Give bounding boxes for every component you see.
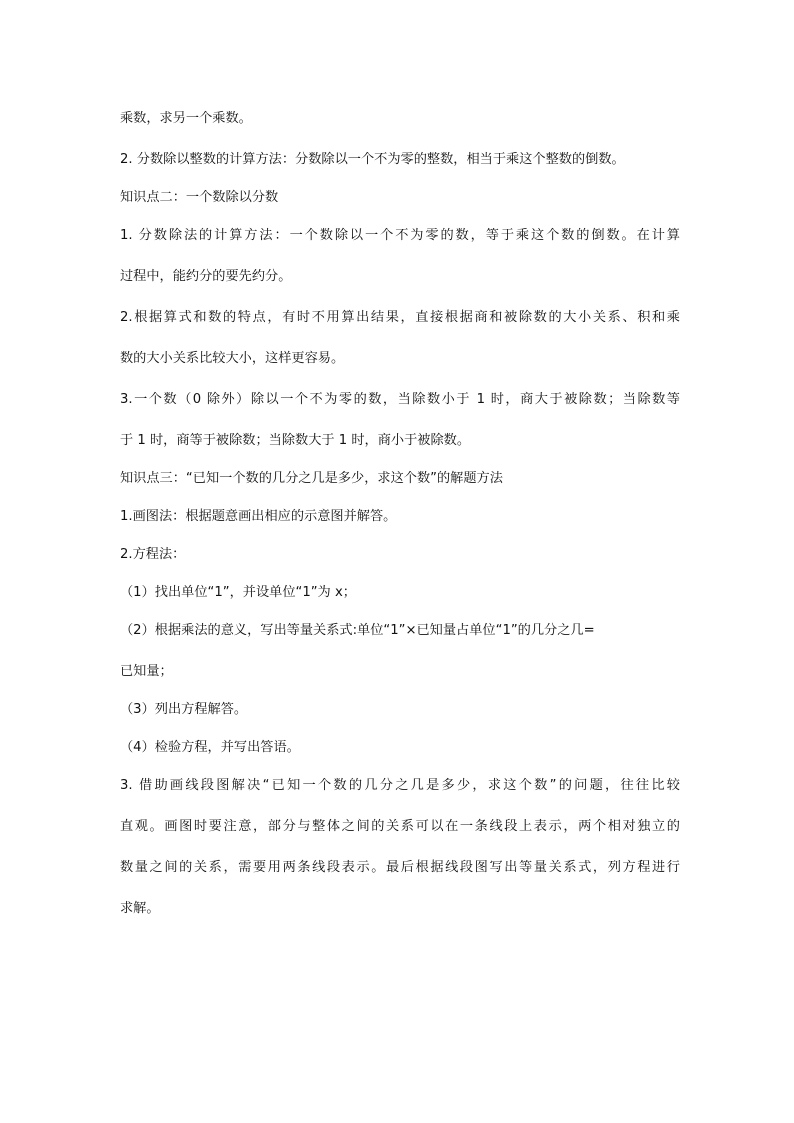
text-line: （4）检验方程，并写出答语。 <box>120 740 300 755</box>
text-line: 2.根据算式和数的特点，有时不用算出结果，直接根据商和被除数的大小关系、积和乘 <box>120 310 680 325</box>
text-line: 1.画图法：根据题意画出相应的示意图并解答。 <box>120 509 397 524</box>
text-line: 乘数，求另一个乘数。 <box>120 111 252 126</box>
text-line: （3）列出方程解答。 <box>120 702 248 717</box>
text-line: 直观。画图时要注意，部分与整体之间的关系可以在一条线段上表示，两个相对独立的 <box>120 819 680 834</box>
text-line: 3.一个数（0 除外）除以一个不为零的数，当除数小于 1 时，商大于被除数；当除数等 <box>120 392 680 407</box>
text-line: （2）根据乘法的意义，写出等量关系式:单位“1”×已知量占单位“1”的几分之几= <box>120 623 595 638</box>
text-line: 于 1 时，商等于被除数；当除数大于 1 时，商小于被除数。 <box>120 433 471 448</box>
document-body <box>120 105 680 922</box>
text-line: 求解。 <box>120 901 160 916</box>
text-line: 已知量； <box>120 664 173 679</box>
text-line: 3. 借助画线段图解决“已知一个数的几分之几是多少，求这个数”的问题，往往比较 <box>120 778 680 793</box>
text-line: 数的大小关系比较大小，这样更容易。 <box>120 351 345 366</box>
section-heading-3: 知识点三：“已知一个数的几分之几是多少，求这个数”的解题方法 <box>120 471 503 486</box>
section-heading-2: 知识点二：一个数除以分数 <box>120 190 279 205</box>
text-line: 数量之间的关系，需要用两条线段表示。最后根据线段图写出等量关系式，列方程进行 <box>120 860 680 875</box>
text-line: 2. 分数除以整数的计算方法：分数除以一个不为零的整数，相当于乘这个整数的倒数。 <box>120 152 625 167</box>
text-line: 1. 分数除法的计算方法：一个数除以一个不为零的数，等于乘这个数的倒数。在计算 <box>120 228 680 243</box>
text-line: （1）找出单位“1”，并设单位“1”为 x； <box>120 585 356 600</box>
text-line: 2.方程法： <box>120 547 186 562</box>
text-line: 过程中，能约分的要先约分。 <box>120 269 292 284</box>
